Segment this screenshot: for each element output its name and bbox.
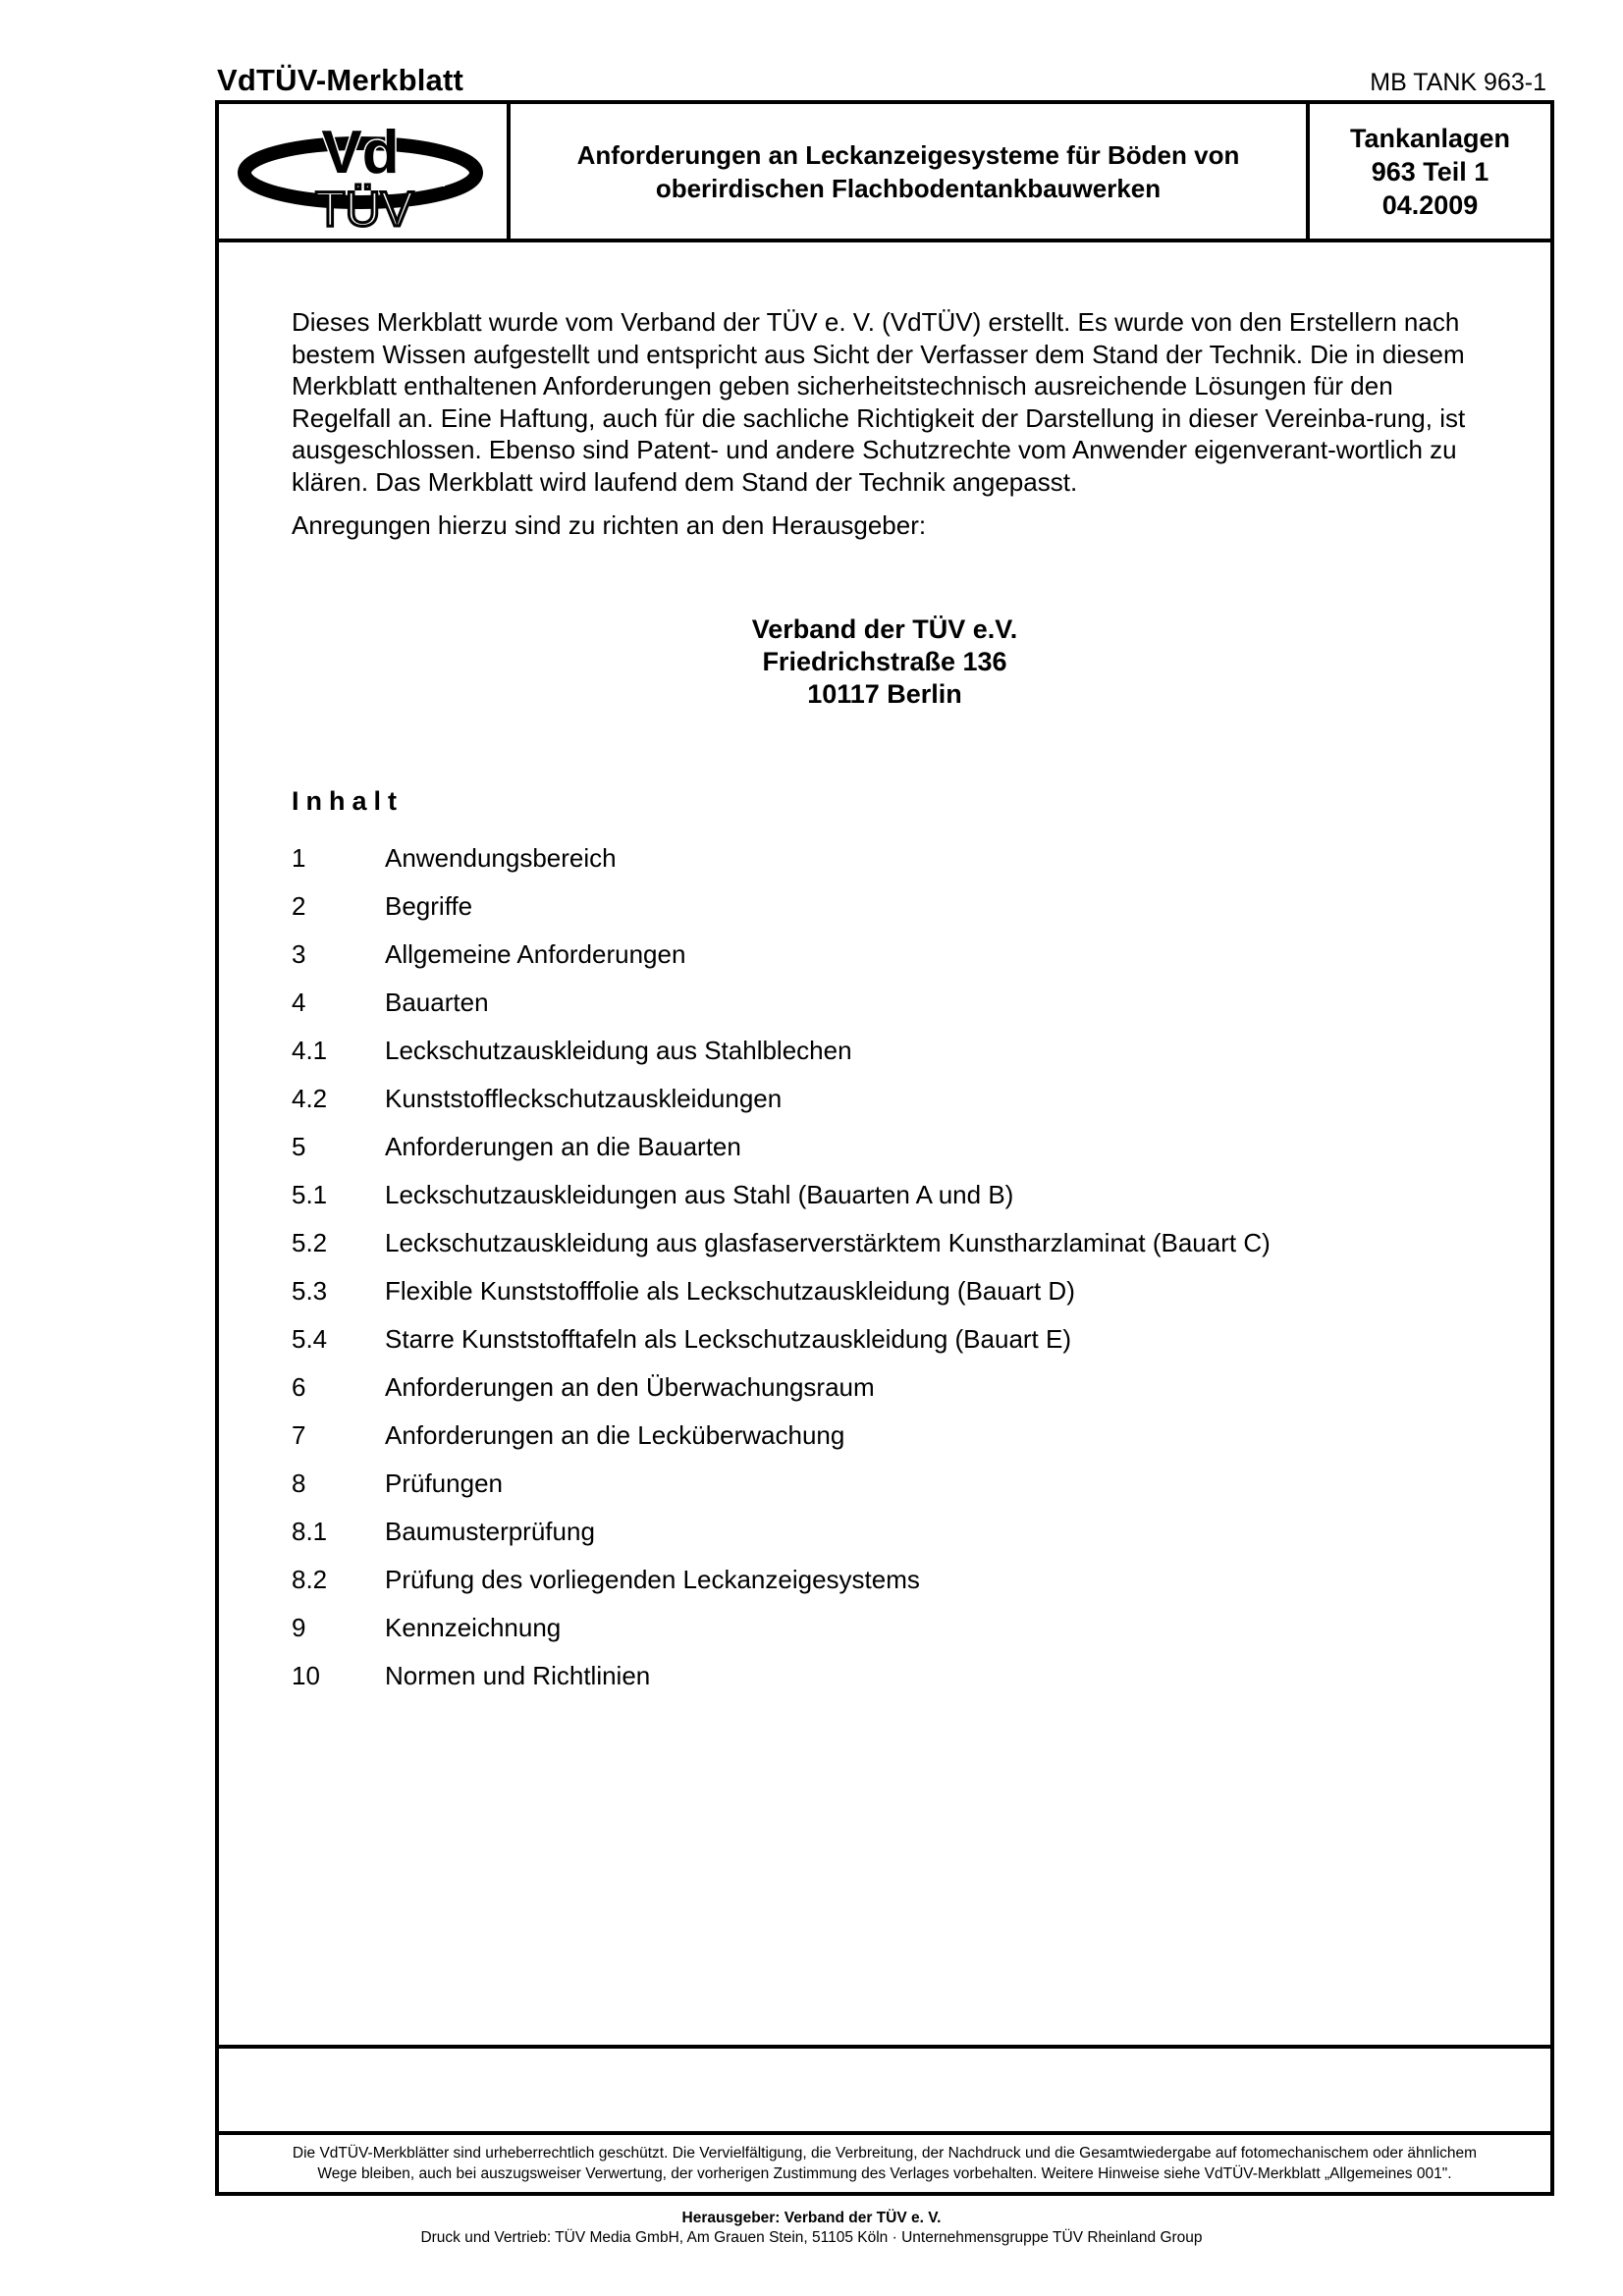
copyright-notice	[215, 2135, 1554, 2196]
toc-item	[292, 843, 1271, 891]
toc-item-label: Kennzeichnung	[385, 1613, 562, 1642]
empty-row	[219, 2049, 1550, 2131]
toc-item	[292, 1036, 1271, 1084]
logo-cell	[219, 104, 511, 239]
toc-item	[292, 1132, 1271, 1180]
copyright-line-2: Wege bleiben, auch bei auszugsweiser Verwertung, der vorherigen Zustimmung des Verlages vorbehalten. Weitere Hinweise siehe VdTÜV-Merkblatt „Allgemeines 001".	[317, 2165, 1452, 2182]
toc-item	[292, 1084, 1271, 1132]
toc-item-label: Anforderungen an die Lecküberwachung	[385, 1420, 845, 1450]
document-code: MB TANK 963-1	[1370, 69, 1546, 96]
toc-item-number: 10	[292, 1661, 320, 1690]
intro-paragraph-2: Anregungen hierzu sind zu richten an den Herausgeber:	[292, 510, 927, 540]
logo-text-top: Vd	[321, 119, 400, 187]
publisher-address	[219, 614, 1550, 711]
toc-item-label: Leckschutzauskleidung aus glasfaserverstärktem Kunstharzlaminat (Bauart C)	[385, 1228, 1271, 1257]
toc-item-label: Kunststoffleckschutzauskleidungen	[385, 1084, 783, 1113]
toc-item	[292, 1276, 1271, 1324]
document-date: 04.2009	[1381, 189, 1479, 220]
toc-item	[292, 1420, 1271, 1468]
toc-item	[292, 1613, 1271, 1661]
toc-item	[292, 1517, 1271, 1565]
toc-item-number: 5.1	[292, 1180, 328, 1209]
toc-item-number: 6	[292, 1372, 306, 1402]
toc-item-label: Begriffe	[385, 891, 473, 921]
toc-item	[292, 1228, 1271, 1276]
toc-item-label: Leckschutzauskleidung aus Stahlblechen	[385, 1036, 852, 1065]
toc-item-label: Prüfung des vorliegenden Leckanzeigesystems	[385, 1565, 920, 1594]
toc-item-label: Normen und Richtlinien	[385, 1661, 651, 1690]
toc-item-number: 8	[292, 1468, 306, 1498]
toc-item-label: Bauarten	[385, 988, 489, 1017]
document-title-line2: oberirdischen Flachbodentankbauwerken	[655, 173, 1162, 203]
toc-item	[292, 939, 1271, 988]
toc-item-label: Anforderungen an den Überwachungsraum	[385, 1372, 875, 1402]
document-title-line1: Anforderungen an Leckanzeigesysteme für Böden von	[576, 139, 1240, 170]
toc-item-label: Baumusterprüfung	[385, 1517, 595, 1546]
toc-item-label: Starre Kunststofftafeln als Leckschutzauskleidung (Bauart E)	[385, 1324, 1072, 1354]
toc-item-number: 7	[292, 1420, 306, 1450]
toc-item-number: 8.1	[292, 1517, 328, 1546]
toc-item	[292, 891, 1271, 939]
toc-item	[292, 988, 1271, 1036]
toc-item-label: Prüfungen	[385, 1468, 503, 1498]
toc-item-number: 2	[292, 891, 306, 921]
address-line-3: 10117 Berlin	[807, 679, 962, 709]
toc-item-number: 5	[292, 1132, 306, 1161]
toc-item-label: Leckschutzauskleidungen aus Stahl (Bauarten A und B)	[385, 1180, 1014, 1209]
toc-item-number: 5.3	[292, 1276, 328, 1306]
toc-item	[292, 1565, 1271, 1613]
toc-item-number: 4.2	[292, 1084, 328, 1113]
toc-item-label: Anforderungen an die Bauarten	[385, 1132, 741, 1161]
toc-item-number: 4	[292, 988, 306, 1017]
toc-item	[292, 1372, 1271, 1420]
toc-item	[292, 1468, 1271, 1517]
toc-item-label: Allgemeine Anforderungen	[385, 939, 686, 969]
document-part: 963 Teil 1	[1371, 156, 1489, 187]
address-line-1: Verband der TÜV e.V.	[751, 614, 1018, 644]
toc-item-label: Flexible Kunststofffolie als Leckschutzauskleidung (Bauart D)	[385, 1276, 1075, 1306]
table-of-contents	[292, 843, 1271, 1709]
footer-publisher: Herausgeber: Verband der TÜV e. V.	[681, 2210, 942, 2226]
vdtuev-logo	[219, 104, 503, 239]
header-box	[215, 100, 1554, 242]
intro-text	[292, 306, 1470, 542]
page-footer	[0, 2209, 1623, 2248]
toc-item-number: 9	[292, 1613, 306, 1642]
toc-item-number: 5.4	[292, 1324, 328, 1354]
toc-item-number: 5.2	[292, 1228, 328, 1257]
main-content-box	[215, 242, 1554, 2135]
document-meta	[1310, 104, 1550, 239]
intro-paragraph-1: Dieses Merkblatt wurde vom Verband der TÜV e. V. (VdTÜV) erstellt. Es wurde von den Erstellern nach bestem Wissen aufgestellt und entspricht aus Sicht der Verfasser dem Stand der Technik. Die in diesem Merkblatt enthaltenen Anforderungen geben sicherheitstechnisch ausreichende Lösungen für den Regelfall an. Eine Haftung, auch für die sachliche Richtigkeit der Darstellung in dieser Vereinba-rung, ist ausgeschlossen. Ebenso sind Patent- und andere Schutzrechte vom Anwender eigenverant-wortlich zu klären. Das Merkblatt wird laufend dem Stand der Technik angepasst.	[292, 307, 1466, 497]
address-line-2: Friedrichstraße 136	[762, 647, 1007, 676]
document-category: Tankanlagen	[1349, 123, 1511, 153]
toc-item	[292, 1180, 1271, 1228]
toc-heading: Inhalt	[292, 786, 404, 816]
document-title	[511, 104, 1310, 239]
logo-text-bottom: TÜV	[315, 182, 413, 237]
footer-distribution: Druck und Vertrieb: TÜV Media GmbH, Am Grauen Stein, 51105 Köln · Unternehmensgruppe TÜV Rheinland Group	[420, 2229, 1203, 2246]
toc-item-number: 8.2	[292, 1565, 328, 1594]
toc-item-number: 1	[292, 843, 306, 873]
toc-item	[292, 1324, 1271, 1372]
toc-item-label: Anwendungsbereich	[385, 843, 617, 873]
document-type: VdTÜV-Merkblatt	[217, 63, 464, 97]
toc-item	[292, 1661, 1271, 1709]
toc-item-number: 3	[292, 939, 306, 969]
toc-item-number: 4.1	[292, 1036, 328, 1065]
copyright-line-1: Die VdTÜV-Merkblätter sind urheberrechtlich geschützt. Die Vervielfältigung, die Verbreitung, der Nachdruck und die Gesamtwiedergabe auf fotomechanischem oder ähnlichem	[292, 2145, 1478, 2162]
